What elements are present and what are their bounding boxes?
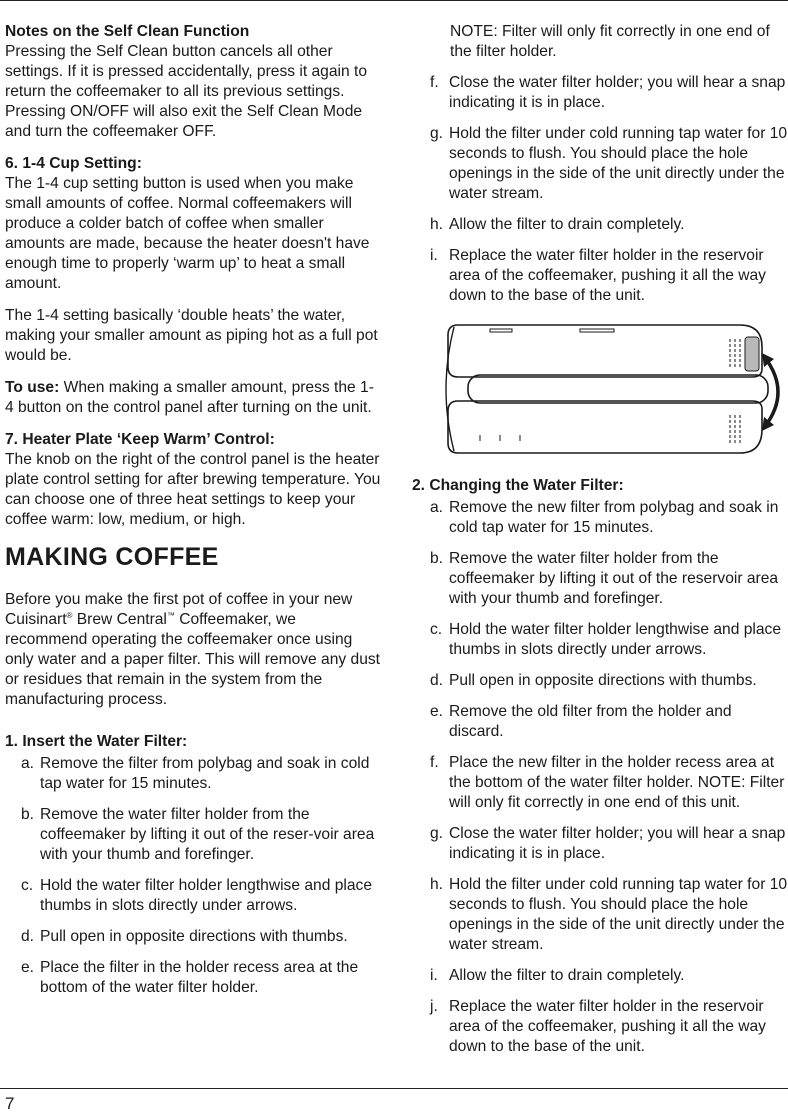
- right-column: [412, 22, 788, 1068]
- step-text: Close the water filter holder; you will hear a snap indicating it is in place.: [449, 825, 786, 862]
- top-rule: [0, 0, 788, 1]
- slot-mark-icon: [580, 329, 614, 332]
- list-item: [430, 73, 788, 113]
- list-item: [430, 753, 788, 813]
- insert-filter-heading: 1. Insert the Water Filter:: [5, 733, 188, 750]
- tick-marks: [480, 435, 520, 441]
- step-marker: c.: [21, 877, 34, 894]
- page-number: 7: [5, 1094, 15, 1113]
- end-cap: [745, 337, 759, 371]
- list-item: [430, 215, 788, 235]
- step-marker: b.: [430, 550, 444, 567]
- making-coffee-intro: [5, 590, 381, 710]
- self-clean-notes: [5, 22, 381, 142]
- cup-setting-section: [5, 154, 381, 294]
- list-item: [430, 702, 788, 742]
- intro-part-a: Before you make the first pot of coffee in your new Cuisinart: [5, 591, 353, 628]
- step-marker: a.: [21, 755, 35, 772]
- slot-mark-icon: [490, 329, 512, 332]
- list-item: [430, 246, 788, 306]
- step-marker: a.: [430, 499, 444, 516]
- step-marker: b.: [21, 806, 35, 823]
- to-use-label: To use:: [5, 379, 60, 396]
- changing-filter-heading: 2. Changing the Water Filter:: [412, 477, 624, 494]
- step-text: Pull open in opposite directions with thumbs.: [449, 672, 757, 689]
- bottom-rule: [0, 1088, 788, 1089]
- step-marker: i.: [430, 967, 438, 984]
- step-marker: g.: [430, 125, 444, 142]
- making-coffee-heading: MAKING COFFEE: [5, 543, 219, 571]
- step-text: Replace the water filter holder in the reservoir area of the coffeemaker, pushing it all the way down to the base of the unit.: [449, 247, 766, 304]
- cup-setting-heading: 6. 1-4 Cup Setting:: [5, 155, 142, 172]
- hole-openings: [730, 339, 740, 369]
- step-text: Hold the water filter holder lengthwise and place thumbs in slots directly under arrows.: [40, 877, 372, 914]
- list-item: [21, 805, 381, 865]
- step-text: Remove the water filter holder from the coffeemaker by lifting it out of the reser-voir area with your thumb and forefinger.: [40, 806, 375, 863]
- step-text: Hold the filter under cold running tap water for 10 seconds to flush. You should place the hole openings in the side of the unit directly under the water stream.: [449, 125, 788, 202]
- heater-plate-body: The knob on the right of the control panel is the heater plate control setting for after brewing temperature. You can choose one of three heat settings to keep your coffee warm: low, medium, or high.: [5, 451, 381, 528]
- to-use-text: When making a smaller amount, press the 1-4 button on the control panel after turning on the unit.: [5, 379, 374, 416]
- list-item: [21, 876, 381, 916]
- step-marker: h.: [430, 876, 444, 893]
- step-marker: e.: [430, 703, 444, 720]
- step-text: Hold the filter under cold running tap water for 10 seconds to flush. You should place the hole openings in the side of the unit directly under the water stream.: [449, 876, 788, 953]
- intro-part-b: Brew Central: [72, 611, 167, 628]
- list-item: [430, 549, 788, 609]
- list-item: [430, 997, 788, 1057]
- step-text: Hold the water filter holder lengthwise and place thumbs in slots directly under arrows.: [449, 621, 781, 658]
- registered-mark: ®: [66, 610, 73, 620]
- step-text: Place the new filter in the holder recess area at the bottom of the water filter holder. NOTE: Filter will only fit correctly in one end of this unit.: [449, 754, 785, 811]
- step-marker: i.: [430, 247, 438, 264]
- intro-part-c: Coffeemaker, we recommend operating the coffeemaker once using only water and a paper filter. This will remove any dust or residues that remain in the system from the manufacturing process.: [5, 611, 381, 708]
- step-marker: c.: [430, 621, 443, 638]
- list-item: [430, 966, 788, 986]
- step-marker: j.: [430, 998, 438, 1015]
- step-text: Allow the filter to drain completely.: [449, 967, 685, 984]
- step-text: Place the filter in the holder recess area at the bottom of the water filter holder.: [40, 959, 359, 996]
- self-clean-body: Pressing the Self Clean button cancels all other settings. If it is pressed accidentally, press it again to return the coffeemaker to all its previous settings. Pressing ON/OFF will also exit the Self Clean Mode and turn the coffeemaker OFF.: [5, 43, 368, 140]
- step-text: Remove the filter from polybag and soak in cold tap water for 15 minutes.: [40, 755, 370, 792]
- continued-steps: [412, 73, 788, 306]
- step-text: Replace the water filter holder in the reservoir area of the coffeemaker, pushing it all the way down to the base of the unit.: [449, 998, 766, 1055]
- cup-setting-body: The 1-4 cup setting button is used when you make small amounts of coffee. Normal coffeemakers will produce a colder batch of coffee when smaller amounts are made, because the heater doesn't have enough time to properly ‘warm up’ to heat a small amount.: [5, 175, 370, 292]
- holder-bottom-half: [448, 401, 762, 453]
- step-marker: f.: [430, 754, 439, 771]
- step-text: Close the water filter holder; you will hear a snap indicating it is in place.: [449, 74, 786, 111]
- step-marker: d.: [21, 928, 35, 945]
- step-text: Remove the old filter from the holder and discard.: [449, 703, 732, 740]
- filter-cartridge: [468, 375, 768, 403]
- step-marker: e.: [21, 959, 35, 976]
- list-item: [430, 875, 788, 955]
- self-clean-heading: Notes on the Self Clean Function: [5, 23, 250, 40]
- list-item: [430, 671, 788, 691]
- list-item: [21, 927, 381, 947]
- step-marker: g.: [430, 825, 444, 842]
- list-item: [430, 498, 788, 538]
- heater-plate-heading: 7. Heater Plate ‘Keep Warm’ Control:: [5, 431, 275, 448]
- list-item: [21, 754, 381, 794]
- list-item: [21, 958, 381, 998]
- heater-plate-section: [5, 430, 381, 530]
- left-column: [5, 22, 381, 1009]
- step-marker: h.: [430, 216, 444, 233]
- step-marker: f.: [430, 74, 439, 91]
- step-text: Remove the new filter from polybag and soak in cold tap water for 15 minutes.: [449, 499, 779, 536]
- filter-holder-svg: [440, 317, 780, 462]
- to-use-paragraph: [5, 378, 381, 418]
- trademark-mark: ™: [166, 610, 175, 620]
- step-text: Allow the filter to drain completely.: [449, 216, 685, 233]
- hole-openings: [730, 415, 740, 443]
- list-item: [430, 620, 788, 660]
- water-filter-holder-illustration: [440, 317, 780, 462]
- insert-filter-steps: [5, 754, 381, 998]
- step-text: Pull open in opposite directions with thumbs.: [40, 928, 348, 945]
- list-item: [430, 124, 788, 204]
- step-text: Remove the water filter holder from the coffeemaker by lifting it out of the reservoir area with your thumb and forefinger.: [449, 550, 779, 607]
- continued-note: NOTE: Filter will only fit correctly in one end of the filter holder.: [450, 23, 770, 60]
- holder-top-half: [448, 325, 762, 377]
- changing-filter-steps: [412, 498, 788, 1057]
- cup-setting-body2: The 1-4 setting basically ‘double heats’ the water, making your smaller amount as piping hot as a full pot would be.: [5, 307, 378, 364]
- step-marker: d.: [430, 672, 444, 689]
- list-item: [430, 824, 788, 864]
